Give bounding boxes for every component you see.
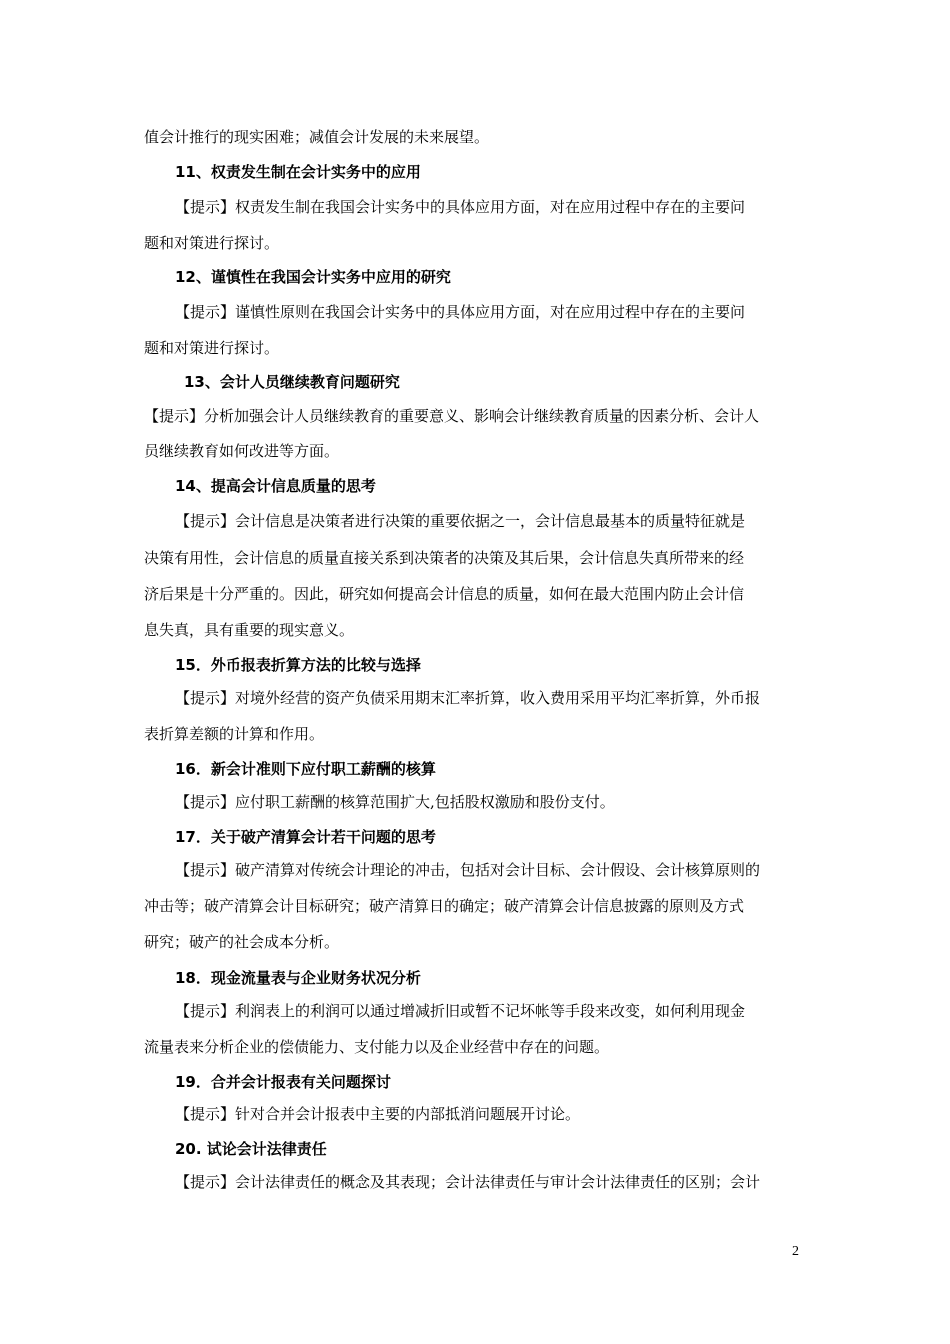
section-heading-20: 20. 试论会计法律责任: [175, 1140, 327, 1158]
hint-text: 【提示】权责发生制在我国会计实务中的具体应用方面，对在应用过程中存在的主要问: [175, 198, 746, 216]
section-heading-17: 17．关于破产清算会计若干问题的思考: [175, 828, 436, 846]
hint-text: 【提示】应付职工薪酬的核算范围扩大,包括股权激励和股份支付。: [175, 793, 615, 811]
section-heading-16: 16．新会计准则下应付职工薪酬的核算: [175, 760, 436, 778]
body-text: 员继续教育如何改进等方面。: [144, 442, 340, 460]
body-text: 济后果是十分严重的。因此，研究如何提高会计信息的质量，如何在最大范围内防止会计信: [144, 585, 745, 603]
body-text: 值会计推行的现实困难；减值会计发展的未来展望。: [144, 128, 490, 146]
body-text: 表折算差额的计算和作用。: [144, 725, 325, 743]
body-text: 题和对策进行探讨。: [144, 234, 280, 252]
section-heading-19: 19．合并会计报表有关问题探讨: [175, 1073, 391, 1091]
section-heading-13: 13、会计人员继续教育问题研究: [184, 373, 400, 391]
section-heading-11: 11、权责发生制在会计实务中的应用: [175, 163, 421, 181]
section-heading-14: 14、提高会计信息质量的思考: [175, 477, 376, 495]
hint-text: 【提示】对境外经营的资产负债采用期末汇率折算，收入费用采用平均汇率折算，外币报: [175, 689, 761, 707]
body-text: 流量表来分析企业的偿债能力、支付能力以及企业经营中存在的问题。: [144, 1038, 610, 1056]
hint-text: 【提示】分析加强会计人员继续教育的重要意义、影响会计继续教育质量的因素分析、会计人: [144, 407, 760, 425]
body-text: 题和对策进行探讨。: [144, 339, 280, 357]
body-text: 决策有用性，会计信息的质量直接关系到决策者的决策及其后果，会计信息失真所带来的经: [144, 549, 745, 567]
hint-text: 【提示】利润表上的利润可以通过增减折旧或暂不记坏帐等手段来改变，如何利用现金: [175, 1002, 746, 1020]
body-text: 冲击等；破产清算会计目标研究；破产清算日的确定；破产清算会计信息披露的原则及方式: [144, 897, 745, 915]
hint-text: 【提示】谨慎性原则在我国会计实务中的具体应用方面，对在应用过程中存在的主要问: [175, 303, 746, 321]
hint-text: 【提示】会计信息是决策者进行决策的重要依据之一，会计信息最基本的质量特征就是: [175, 512, 746, 530]
hint-text: 【提示】针对合并会计报表中主要的内部抵消问题展开讨论。: [175, 1105, 581, 1123]
section-heading-18: 18．现金流量表与企业财务状况分析: [175, 969, 421, 987]
section-heading-15: 15．外币报表折算方法的比较与选择: [175, 656, 421, 674]
body-text: 研究；破产的社会成本分析。: [144, 933, 340, 951]
hint-text: 【提示】破产清算对传统会计理论的冲击，包括对会计目标、会计假设、会计核算原则的: [175, 861, 761, 879]
hint-text: 【提示】会计法律责任的概念及其表现；会计法律责任与审计会计法律责任的区别；会计: [175, 1173, 761, 1191]
body-text: 息失真，具有重要的现实意义。: [144, 621, 355, 639]
section-heading-12: 12、谨慎性在我国会计实务中应用的研究: [175, 268, 451, 286]
page-number: 2: [792, 1244, 799, 1259]
